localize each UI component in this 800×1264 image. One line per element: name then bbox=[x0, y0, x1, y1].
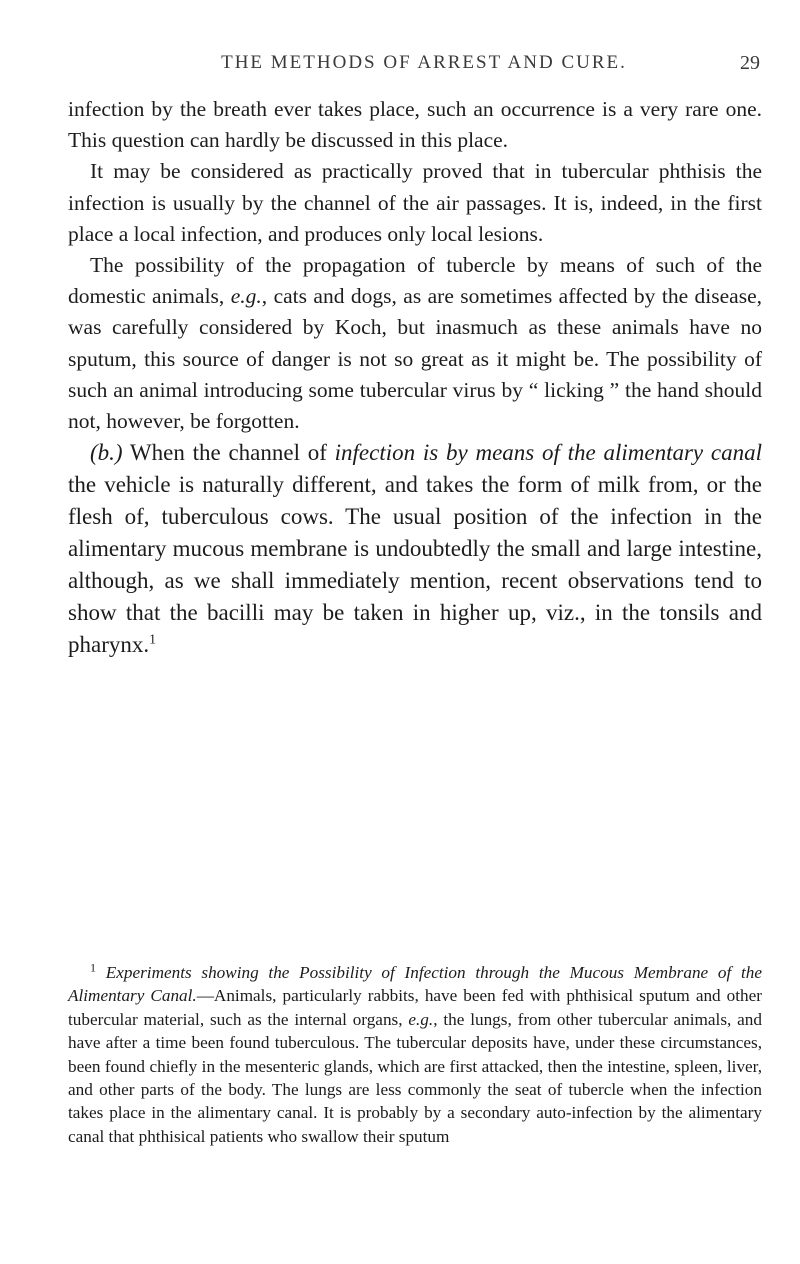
footnote-text-a: —Animals, particularly rabbits, have been fed with phthisical sputum and other tubercular material, such as the internal organs, bbox=[68, 986, 762, 1029]
paragraph-4-italic: infection is by means of the alimentary canal bbox=[334, 440, 763, 466]
paragraph-4-text-a: When the channel of bbox=[122, 440, 335, 466]
paragraph-3-text-b: , cats and dogs, as are sometimes affected by the disease, was carefully considered by Koch, but inasmuch as these animals have no sputum, this source of danger is not so great as it might be. The possibility of such an animal introducing some tubercular virus by “ licking ” the hand should not, however, be forgotten. bbox=[68, 284, 762, 434]
paragraph-1: infection by the breath ever takes place, such an occurrence is a very rare one. This question can hardly be discussed in this place. bbox=[68, 97, 762, 153]
paragraph-3 bbox=[68, 250, 762, 437]
paragraph-3-eg: e.g. bbox=[230, 284, 262, 309]
footnote-text-b: , the lungs, from other tubercular animals, and have after a time been found tuberculous. The tubercular deposits have, under these circumstances, been found chiefly in the mesenteric glands, which are first attacked, then the intestine, spleen, liver, and other parts of the body. The lungs are less commonly the seat of tubercle when the infection takes place in the alimentary canal. It is probably by a secondary auto-infection by the alimentary canal that phthisical patients who swallow their sputum bbox=[68, 1009, 762, 1146]
paragraph-4-text-b: the vehicle is naturally different, and takes the form of milk from, or the flesh of, tuberculous cows. The usual position of the infection in the alimentary mucous membrane is undoubtedly the small and large intestine, although, as we shall immediately mention, recent observations tend to show that the bacilli may be taken in higher up, viz., in the tonsils and pharynx. bbox=[68, 472, 762, 658]
paragraph-4-label: (b.) bbox=[90, 440, 123, 466]
paragraph-3-text-a: The possibility of the propagation of tubercle by means of such of the domestic animals, bbox=[68, 253, 762, 309]
footnote-eg: e.g. bbox=[408, 1009, 434, 1029]
paragraph-2: It may be considered as practically proved that in tubercular phthisis the infection is usually by the channel of the air passages. It is, indeed, in the first place a local infection, and produces only local lesions. bbox=[68, 159, 762, 246]
paragraph-4 bbox=[68, 437, 762, 661]
footnote bbox=[68, 961, 762, 1148]
footnote-reference: 1 bbox=[149, 631, 157, 647]
body-text bbox=[68, 94, 762, 661]
running-title: THE METHODS OF ARREST AND CURE. bbox=[221, 52, 627, 73]
running-head bbox=[88, 52, 760, 82]
footnote-mark: 1 bbox=[90, 960, 97, 975]
page-number: 29 bbox=[740, 52, 760, 74]
footnote-paragraph bbox=[68, 961, 762, 1148]
footnote-title: Experiments showing the Possibility of Infection through the Mucous Membrane of the Alimentary Canal. bbox=[68, 963, 762, 1006]
